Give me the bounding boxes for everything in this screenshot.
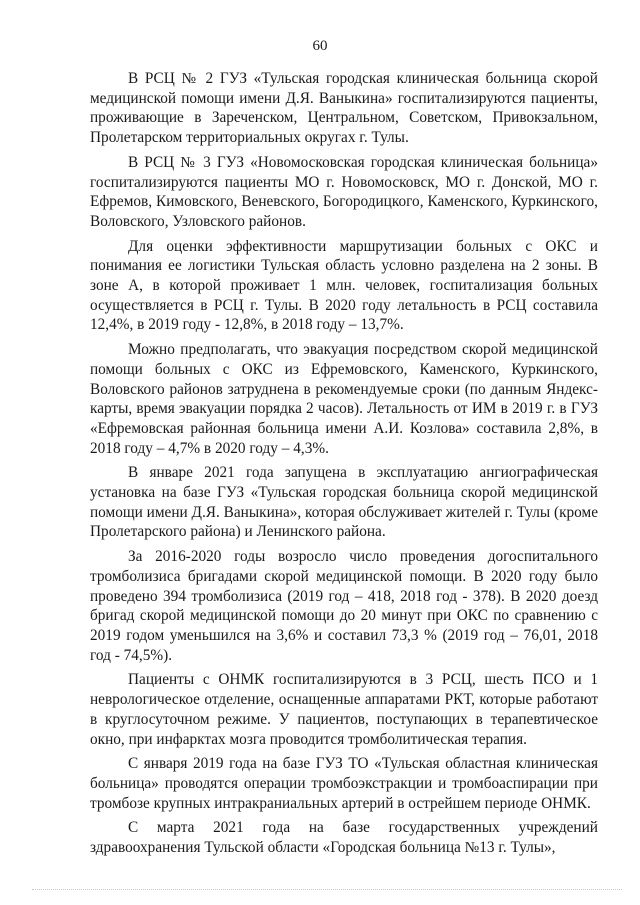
body-text	[90, 69, 598, 863]
paragraph-7: Пациенты с ОНМК госпитализируются в 3 РСЦ, шесть ПСО и 1 неврологическое отделение, оснащенные аппаратами РКТ, которые работают в круглосуточном режиме. У пациентов, поступающих в терапевтическое окно, при инфарктах мозга проводится тромболитическая терапия.	[90, 671, 598, 748]
paragraph-5: В январе 2021 года запущена в эксплуатацию ангиографическая установка на базе ГУЗ «Тульская городская больница скорой медицинской помощи имени Д.Я. Ваныкина», которая обслуживает жителей г. Тулы (кроме Пролетарского района) и Ленинского района.	[90, 464, 598, 541]
scan-artifact-line	[32, 889, 622, 890]
paragraph-4: Можно предполагать, что эвакуация посредством скорой медицинской помощи больных с ОКС из Ефремовского, Каменского, Куркинского, Воловского районов затруднена в рекомендуемые сроки (по данным Яндекс-карты, время эвакуации порядка 2 часов). Летальность от ИМ в 2019 г. в ГУЗ «Ефремовская районная больница имени А.И. Козлова» составила 2,8%, в 2018 году – 4,7% в 2020 году – 4,3%.	[90, 341, 598, 457]
paragraph-9: С марта 2021 года на базе государственных учреждений здравоохранения Тульской области «Городская больница №13 г. Тулы»,	[90, 819, 598, 857]
paragraph-1: В РСЦ № 2 ГУЗ «Тульская городская клиническая больница скорой медицинской помощи имени Д.Я. Ваныкина» госпитализируются пациенты, проживающие в Зареченском, Центральном, Советском, Привокзальном, Пролетарском территориальных округах г. Тулы.	[90, 70, 598, 147]
paragraph-3: Для оценки эффективности маршрутизации больных с ОКС и понимания ее логистики Тульская область условно разделена на 2 зоны. В зоне А, в которой проживает 1 млн. человек, госпитализация больных осуществляется в РСЦ г. Тулы. В 2020 году летальность в РСЦ составила 12,4%, в 2019 году - 12,8%, в 2018 году – 13,7%.	[90, 237, 598, 334]
page-number: 60	[312, 38, 328, 54]
paragraph-8: С января 2019 года на базе ГУЗ ТО «Тульская областная клиническая больница» проводятся операции тромбоэкстракции и тромбоаспирации при тромбозе крупных интракраниальных артерий в острейшем периоде ОНМК.	[90, 755, 598, 812]
paragraph-2: В РСЦ № 3 ГУЗ «Новомосковская городская клиническая больница» госпитализируются пациенты МО г. Новомосковск, МО г. Донской, МО г. Ефремов, Кимовского, Веневского, Богородицкого, Каменского, Куркинского, Воловского, Узловского районов.	[90, 153, 598, 230]
paragraph-6: За 2016-2020 годы возросло число проведения догоспитального тромболизиса бригадами скорой медицинской помощи. В 2020 году было проведено 394 тромболизиса (2019 год – 418, 2018 год - 378). В 2020 доезд бригад скорой медицинской помощи до 20 минут при ОКС по сравнению с 2019 годом уменьшился на 3,6% и составил 73,3 % (2019 год – 76,01, 2018 год - 74,5%).	[90, 548, 598, 664]
